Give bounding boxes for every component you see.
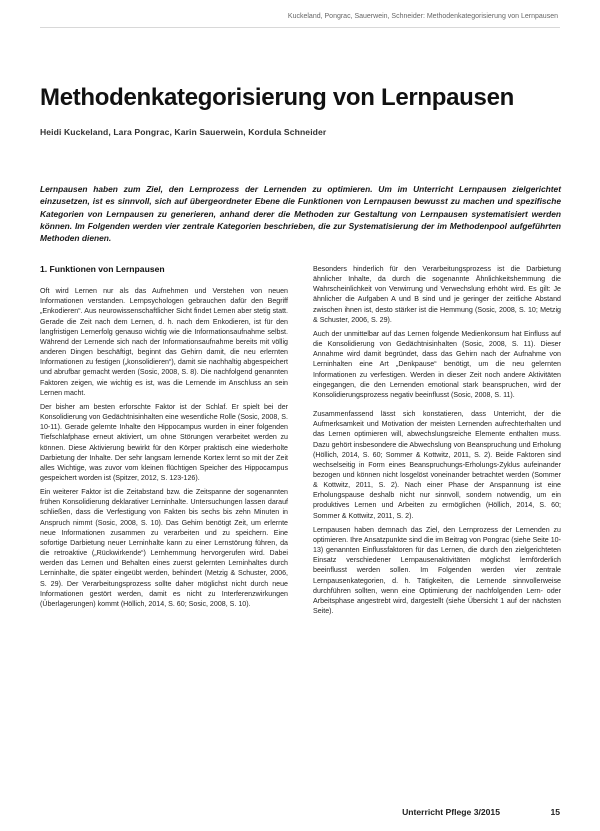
body-paragraph: Ein weiterer Faktor ist die Zeitabstand bzw. die Zeitspanne der sogenannten frühen Konsolidierung deklarativer Lerninhalte. Untersuchungen lassen darauf schließen, dass die Verfestigung von Fakten bis sechs bis zehn Minuten in Anspruch nimmt (Sosic, 2008, S. 10). Das Gehirn benötigt Zeit, um erlernte neue Informationen zusammen zu verarbeiten und zu speichern. Eine sofortige Darbietung neuer Lerninhalte kann zu einer Lernstörung führen, da die retroaktive („Rückwirkende“) Lernhemmung hervorgerufen wird. Dabei werden das Lernen und Behalten eines zuerst gelernten Lerninhaltes durch Lerninhalte, die später eingeübt werden, behindert (Metzig & Schuster, 2006, S. 29). Der Verarbeitungsprozess sollte daher möglichst nicht durch neue Informationen gestört werden, damit es nicht zu Interferenzwirkungen (Überlagerungen) kommt (Höllich, 2014, S. 60; Sosic, 2008, S. 10). (40, 488, 288, 608)
right-column (313, 264, 561, 620)
running-head: Kuckeland, Pongrac, Sauerwein, Schneider: Methodenkategorisierung von Lernpausen (287, 13, 558, 20)
footer-magazine: Unterricht Pflege 3/2015 (402, 807, 500, 817)
body-paragraph: Zusammenfassend lässt sich konstatieren, dass Unterricht, der die Aufmerksamkeit und Motivation der meisten Lernenden aufrechterhalten und das Lernen optimieren will, abwechslungsreiche Elemente enthalten muss. Dazu gehört insbesondere die Abwechslung von Beanspruchung und Erholung (Höllich, 2014, S. 60; Sommer & Kottwitz, 2011, S. 2). Beide Faktoren sind wechselseitig in Form eines Beanspruchungs-Erholungs-Zyklus aufeinander bezogen und können nicht losgelöst voneinander betrachtet werden (Sommer & Kottwitz, 2011, S. 2). Nach einer Phase der Anspannung ist eine Erholungspause deshalb nicht nur sinnvoll, sondern notwendig, um ein produktives Lernen und Arbeiten zu ermöglichen (Höllich, 2014, S. 60; Sommer & Kottwitz, 2011, S. 2). (313, 410, 561, 520)
page-number: 15 (550, 807, 560, 817)
section-heading: 1. Funktionen von Lernpausen (40, 264, 165, 274)
article-title: Methodenkategorisierung von Lernpausen (40, 84, 515, 111)
article-authors: Heidi Kuckeland, Lara Pongrac, Karin Sauerwein, Kordula Schneider (40, 127, 327, 137)
body-paragraph: Auch der unmittelbar auf das Lernen folgende Medienkonsum hat Einfluss auf die Konsolidierung von Gedächtnisinhalten (Sosic, 2008, S. 11). Dieser Annahme wird damit begründet, dass das Gehirn nach der Aufnahme von Lerninhalten eine Art „Denkpause“ benötigt, um die neu gelernten Informationen zu verfestigen. Werden in dieser Zeit noch andere Aktivitäten eingegangen, die den Lernenden emotional stark beanspruchen, wird der Konsolidierungsprozess negativ beeinflusst (Sosic, 2008, S. 11). (313, 329, 561, 399)
body-paragraph: Der bisher am besten erforschte Faktor ist der Schlaf. Er spielt bei der Konsolidierung von Gedächtnisinhalten eine wesentliche Rolle (Sosic, 2008, S. 10-11). Gerade gelernte Inhalte den Hippocampus wurden in einer folgenden Tiefschlafphase erneut aktiviert, um ohne Störungen verarbeitet werden zu können. Diese Aktivierung bewirkt für den Körper praktisch eine wiederholte Darbietung der Inhalte. Der sehr langsam lernende Kortex lernt so mit der Zeit alles Wichtige, was zuvor vom kleinen flüchtigen Speicher des Hippocampus gespeichert worden ist (Spitzer, 2012, S. 123-126). (40, 402, 288, 482)
body-paragraph: Oft wird Lernen nur als das Aufnehmen und Verstehen von neuen Informationen verstanden. Lernpsychologen gebrauchen dafür den Begriff „Enkodieren“. Aus neurowissenschaftlicher Sicht findet Lernen aber stetig statt. Gerade die Zeit nach dem Lernen, d. h. nach dem Enkodieren, ist für den langfristigen Lernerfolg genauso wichtig wie die Informationsaufnahme selbst. Während der Lernende sich nach der Informationsaufnahme bereits mit völlig anderen Dingen beschäftigt, beginnt das Gehirn damit, die neu erlernten Informationen zu festigen („konsolidieren“), damit sie nachhaltig abgespeichert und abrufbar gemacht werden (Sosic, 2008, S. 8). Die nachfolgend genannten Faktoren zeigen, wie wichtig es ist, was die Lernende im Anschluss an sein Lernen macht. (40, 287, 288, 397)
body-paragraph: Lernpausen haben demnach das Ziel, den Lernprozess der Lernenden zu optimieren. Ihre Ansatzpunkte sind die im Beitrag von Pongrac (siehe Seite 10-13) genannten Einflussfaktoren für das Lernen, die durch den zielgerichteten Einsatz verschiedener Lernpausenaktivitäten möglichst lernförderlich beeinflusst werden sollen. Im Folgenden werden vier zentrale Lernpausenkategorien, d. h. Tätigkeiten, die Lernende sinnvollerweise durchführen sollten, wenn eine Optimierung der nachfolgenden Lern- oder Arbeitsphase angestrebt wird, dargestellt (siehe Übersicht 1 auf der nächsten Seite). (313, 525, 561, 615)
article-abstract: Lernpausen haben zum Ziel, den Lernprozess der Lernenden zu optimieren. Um im Unterricht Lernpausen zielgerichtet einzusetzen, ist es sinnvoll, sich auf übergeordneter Ebene die Funktionen von Lernpausen bewusst zu machen und spezifische Kategorien von Lernpausen zu generieren, anhand derer die Methoden zur Gestaltung von Lernpausen systematisiert werden können. Im Folgenden werden vier zentrale Kategorien beschrieben, die zur Systematisierung der im Methodenpool aufgeführten Methoden dienen. (40, 184, 561, 244)
left-column (40, 264, 288, 613)
body-paragraph: Besonders hinderlich für den Verarbeitungsprozess ist die Darbietung ähnlicher Inhalte, da durch die sogenannte Ähnlichkeitshemmung die Wahrscheinlichkeit von Verwirrung und Verwechslung erhöht wird. Es gilt: Je ähnlicher die Aufgaben A und B sind und je geringer der zeitliche Abstand zwischen ihnen ist, desto stärker ist die Hemmung (Sosic, 2008, S. 10; Metzig & Schuster, 2006, S. 29). (313, 265, 561, 324)
header-rule (40, 27, 560, 28)
